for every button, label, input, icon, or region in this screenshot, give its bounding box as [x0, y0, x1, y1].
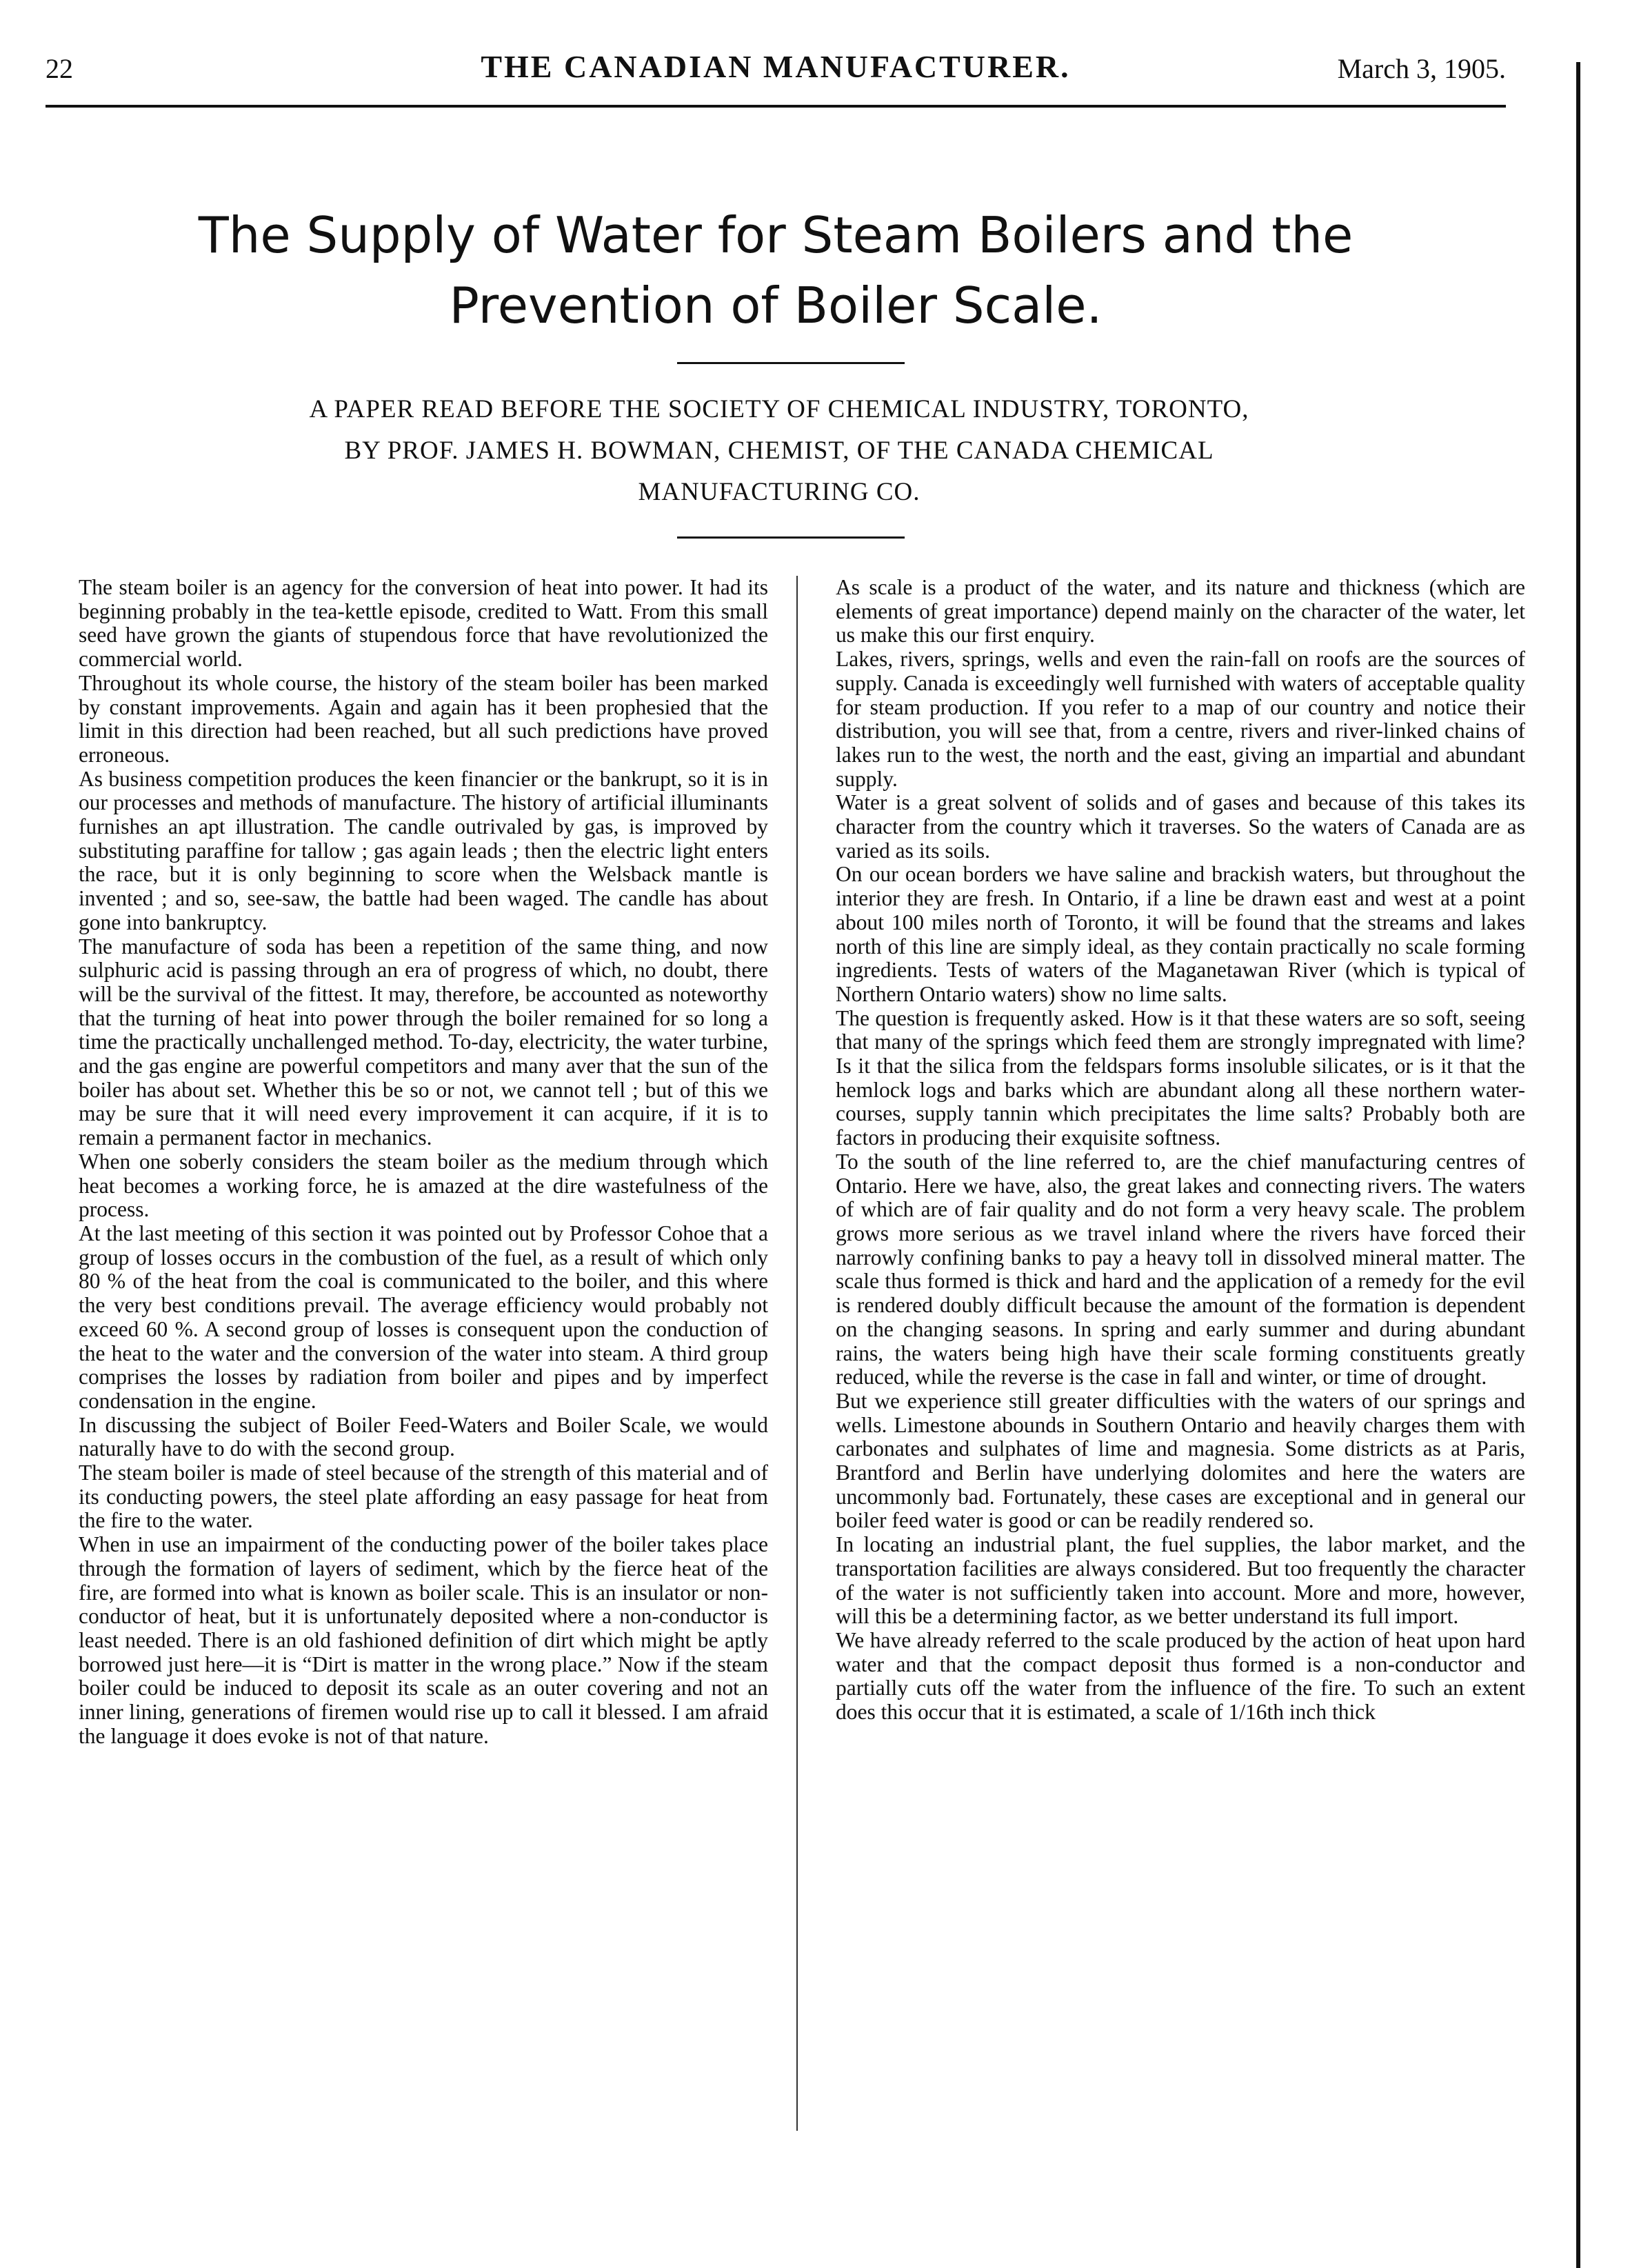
right-column: [836, 576, 1525, 1725]
paragraph: When in use an impairment of the conducting power of the boiler takes place through the formation of layers of sediment, which by the fierce heat of the fire, are formed into what is known as boiler scale. This is an insulator or non-conductor of heat, but it is unfortunately deposited where a non-conductor is least needed. There is an old fashioned definition of dirt which might be aptly borrowed just here—it is “Dirt is matter in the wrong place.” Now if the steam boiler could be induced to deposit its scale as an outer covering and not an inner lining, generations of firemen would rise up to call it blessed. I am afraid the language it does evoke is not of that nature.: [79, 1532, 768, 1748]
paragraph: The question is frequently asked. How is it that these waters are so soft, seeing that many of the springs which feed them are strongly impregnated with lime? Is it that the silica from the feldspars forms insoluble silicates, or is it that the hemlock logs and barks which are abundant along all these northern water-courses, supply tannin which precipitates the lime salts? Probably both are factors in producing their exquisite softness.: [836, 1005, 1525, 1150]
paragraph: When one soberly considers the steam boiler as the medium through which heat becomes a working force, he is amazed at the dire wastefulness of the process.: [79, 1149, 768, 1222]
header-rule: [46, 105, 1506, 108]
article-byline: A PAPER READ BEFORE THE SOCIETY OF CHEMICAL INDUSTRY, TORONTO, BY PROF. JAMES H. BOWMAN, CHEMIST, OF THE CANADA CHEMICAL MANUFACTURING CO.: [309, 395, 1249, 506]
column-divider: [796, 576, 798, 2131]
paragraph: The manufacture of soda has been a repetition of the same thing, and now sulphuric acid is passing through an era of progress of which, no doubt, there will be the survival of the fittest. It may, therefore, be accounted as noteworthy that the turning of heat into power through the boiler remained for so long a time the practically unchallenged method. To-day, electricity, the water turbine, and the gas engine are powerful competitors and many aver that the sun of the boiler has about set. Whether this be so or not, we cannot tell ; but of this we may be sure that it will need every improvement it can acquire, if it is to remain a permanent factor in mechanics.: [79, 934, 768, 1150]
paragraph: In discussing the subject of Boiler Feed-Waters and Boiler Scale, we would naturally have to do with the second group.: [79, 1412, 768, 1461]
running-head: [46, 48, 1506, 97]
article-title: The Supply of Water for Steam Boilers and the Prevention of Boiler Scale.: [198, 206, 1354, 334]
left-column: [79, 576, 768, 1748]
paragraph: Lakes, rivers, springs, wells and even the rain-fall on roofs are the sources of supply. Canada is exceedingly well furnished with waters of acceptable quality for steam production. If you refer to a map of our country and notice their distribution, you will see that, from a centre, rivers and river-linked chains of lakes run to the west, the north and the east, giving an impartial and abundant supply.: [836, 647, 1525, 791]
paragraph: Throughout its whole course, the history of the steam boiler has been marked by constant improvements. Again and again has it been prophesied that the limit in this direction had been reached, but all such predictions have proved erroneous.: [79, 670, 768, 767]
page-number: 22: [46, 53, 73, 84]
paragraph: We have already referred to the scale produced by the action of heat upon hard water and that the compact deposit thus formed is a non-conductor and partially cuts off the water from the influence of the fire. To such an extent does this occur that it is estimated, a scale of 1/16th inch thick: [836, 1627, 1525, 1725]
paragraph: The steam boiler is made of steel because of the strength of this material and of its conducting powers, the steel plate affording an easy passage for heat from the fire to the water.: [79, 1461, 768, 1533]
paragraph: At the last meeting of this section it was pointed out by Professor Cohoe that a group of losses occurs in the combustion of the fuel, as a result of which only 80 % of the heat from the coal is communicated to the boiler, and this where the very best conditions prevail. The average efficiency would probably not exceed 60 %. A second group of losses is consequent upon the conduction of the heat to the water and the conversion of the water into steam. A third group comprises the losses by radiation from boiler and pipes and by imperfect condensation in the engine.: [79, 1221, 768, 1413]
paragraph: The steam boiler is an agency for the conversion of heat into power. It had its beginning probably in the tea-kettle episode, credited to Watt. From this small seed have grown the giants of stupendous force that have revolutionized the commercial world.: [79, 575, 768, 672]
issue-date: March 3, 1905.: [1337, 53, 1506, 84]
paragraph: As business competition produces the keen financier or the bankrupt, so it is in our processes and methods of manufacture. The history of artificial illuminants furnishes an apt illustration. The candle outrivaled by gas, is improved by substituting paraffine for tallow ; gas again leads ; then the electric light enters the race, but it is only beginning to score when the Welsback mantle is invented ; and so, see-saw, the battle had been waged. The candle has about gone into bankruptcy.: [79, 766, 768, 934]
masthead: THE CANADIAN MANUFACTURER.: [481, 49, 1071, 84]
paragraph: On our ocean borders we have saline and brackish waters, but throughout the interior they are fresh. In Ontario, if a line be drawn east and west at a point about 100 miles north of Toronto, it will be found that the streams and lakes north of this line are simply ideal, as they contain practically no scale forming ingredients. Tests of waters of the Maganetawan River (which is typical of Northern Ontario waters) show no lime salts.: [836, 862, 1525, 1006]
paragraph: But we experience still greater difficulties with the waters of our springs and wells. Limestone abounds in Southern Ontario and heavily charges them with carbonates and sulphates of lime and magnesia. Some districts as at Paris, Brantford and Berlin have underlying dolomites and here the waters are uncommonly bad. Fortunately, these cases are exceptional and in general our boiler feed water is good or can be readily rendered so.: [836, 1388, 1525, 1533]
paragraph: As scale is a product of the water, and its nature and thickness (which are elements of great importance) depend mainly on the character of the water, let us make this our first enquiry.: [836, 575, 1525, 648]
paragraph: To the south of the line referred to, are the chief manufacturing centres of Ontario. Here we have, also, the great lakes and connecting rivers. The waters of which are of fair quality and do not form a very heavy scale. The problem grows more serious as we travel inland where the rivers have forced their narrowly confining banks to pay a heavy toll in dissolved mineral matter. The scale thus formed is thick and hard and the application of a remedy for the evil is rendered doubly difficult because the amount of the formation is dependent on the changing seasons. In spring and early summer and during abundant rains, the waters being high have their scale forming constituents greatly reduced, while the reverse is the case in fall and winter, or time of drought.: [836, 1149, 1525, 1389]
paragraph: In locating an industrial plant, the fuel supplies, the labor market, and the transportation facilities are always considered. But too frequently the character of the water is not sufficiently taken into account. More and more, however, will this be a determining factor, as we better understand its full import.: [836, 1532, 1525, 1629]
binding-edge: [1576, 62, 1580, 2268]
title-rule: [677, 362, 905, 364]
byline-rule: [677, 536, 905, 539]
paragraph: Water is a great solvent of solids and of gases and because of this takes its character from the country which it traverses. So the waters of Canada are as varied as its soils.: [836, 790, 1525, 863]
